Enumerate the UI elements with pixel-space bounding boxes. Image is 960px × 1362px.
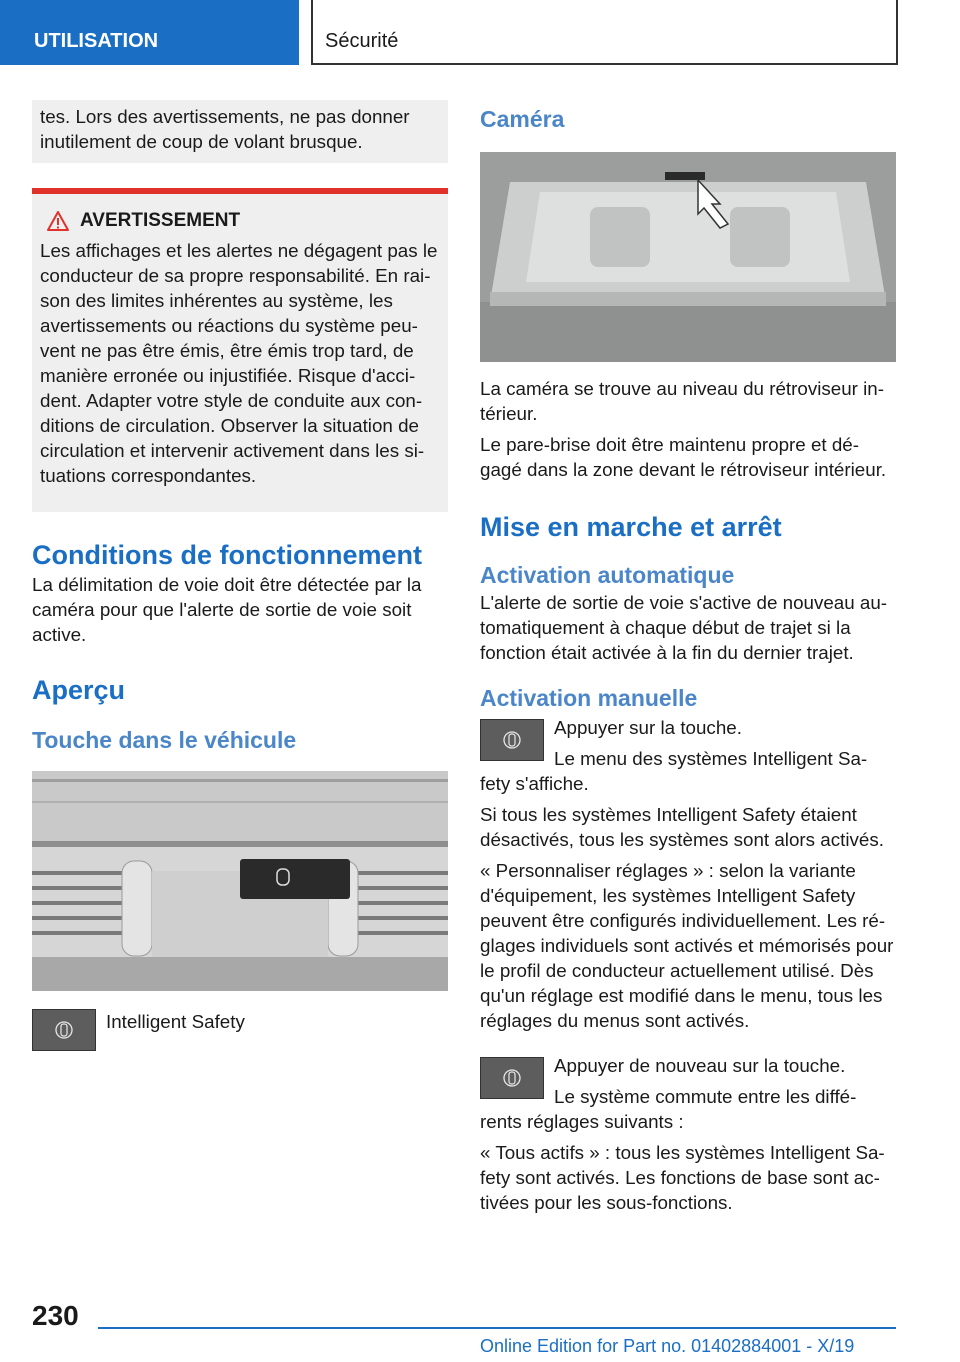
warning-text: Les affichages et les alertes ne dégagent pas le conducteur de sa propre responsabilité. En rai-son des limites inhérentes au système, les avertissements ou réactions du système peu-vent ne pas être émis, être émis trop tard, de manière erronée ou injustifiée. Risque d'acci-dent. Adapter votre style de conduite aux con-ditions de circulation. Observer la situation de circulation et intervenir activement dans les si-tuations correspondantes. — [40, 240, 438, 486]
step-2-result-b: rents réglages suivants : — [480, 1111, 684, 1132]
header-section-tab — [0, 0, 299, 65]
safety-button-icon-1 — [480, 719, 544, 761]
warning-triangle-icon — [46, 210, 70, 232]
text-conditions: La délimitation de voie doit être détectée par la caméra pour que l'alerte de sortie de voie soit active. — [32, 574, 422, 645]
heading-activation-auto: Activation automatique — [480, 562, 735, 588]
vehicle-button-photo — [32, 771, 448, 991]
header-topic-box — [311, 0, 898, 65]
heading-conditions: Conditions de fonctionnement — [32, 540, 422, 570]
heading-camera: Caméra — [480, 106, 565, 132]
text-camera-2: Le pare-brise doit être maintenu propre et dé-gagé dans la zone devant le rétroviseur intérieur. — [480, 434, 887, 480]
continuation-box — [32, 100, 448, 163]
car-assist-icon — [55, 1019, 73, 1041]
heading-touche: Touche dans le véhicule — [32, 727, 297, 753]
text-activation-auto: L'alerte de sortie de voie s'active de nouveau au-tomatiquement à chaque début de trajet si la fonction était activée à la fin du dernier trajet. — [480, 592, 888, 663]
heading-activation-manuelle: Activation manuelle — [480, 685, 698, 711]
header-topic-label: Sécurité — [325, 30, 399, 52]
heading-apercu: Aperçu — [32, 675, 126, 705]
footer-divider — [98, 1327, 896, 1329]
car-assist-icon — [503, 1067, 521, 1089]
safety-button-icon-2 — [480, 1057, 544, 1099]
text-tous-actifs: « Tous actifs » : tous les systèmes Intelligent Sa-fety sont activés. Les fonctions de base sont ac-tivées pour les sous-fonctions. — [480, 1142, 885, 1213]
car-assist-icon — [503, 729, 521, 751]
right-column — [480, 100, 898, 1215]
step-1-result-b: fety s'affiche. — [480, 773, 589, 794]
step-2: Appuyer de nouveau sur la touche. — [554, 1055, 846, 1076]
text-si-tous: Si tous les systèmes Intelligent Safety étaient désactivés, tous les systèmes sont alors activés. — [480, 804, 884, 850]
step-2-result-a: Le système commute entre les diffé- — [554, 1086, 857, 1107]
warning-box — [32, 188, 448, 512]
step-1: Appuyer sur la touche. — [554, 717, 742, 738]
continuation-text: tes. Lors des avertissements, ne pas donner inutilement de coup de volant brusque. — [40, 106, 410, 152]
header-section-label: UTILISATION — [34, 30, 159, 52]
footer-edition: Online Edition for Part no. 01402884001 - X/19 — [480, 1336, 855, 1356]
text-camera-1: La caméra se trouve au niveau du rétroviseur in-térieur. — [480, 378, 885, 424]
page-number: 230 — [32, 1300, 79, 1331]
camera-location-photo — [480, 152, 896, 362]
left-column — [32, 100, 448, 1051]
intelligent-safety-button-icon — [32, 1009, 96, 1051]
warning-title: AVERTISSEMENT — [80, 210, 241, 231]
heading-mise-en-marche: Mise en marche et arrêt — [480, 512, 782, 542]
text-personnaliser: « Personnaliser réglages » : selon la variante d'équipement, les systèmes Intelligent Safety peuvent être configurés individuellement. Les ré-glages individuels sont activés et mémorisés pour le profil de conducteur actuellement utilisé. Dès qu'un réglage est modifié dans le menu, tous les réglages du menus sont activés. — [480, 860, 894, 1031]
step-1-result-a: Le menu des systèmes Intelligent Sa- — [554, 748, 868, 769]
icon-label: Intelligent Safety — [106, 1011, 245, 1032]
